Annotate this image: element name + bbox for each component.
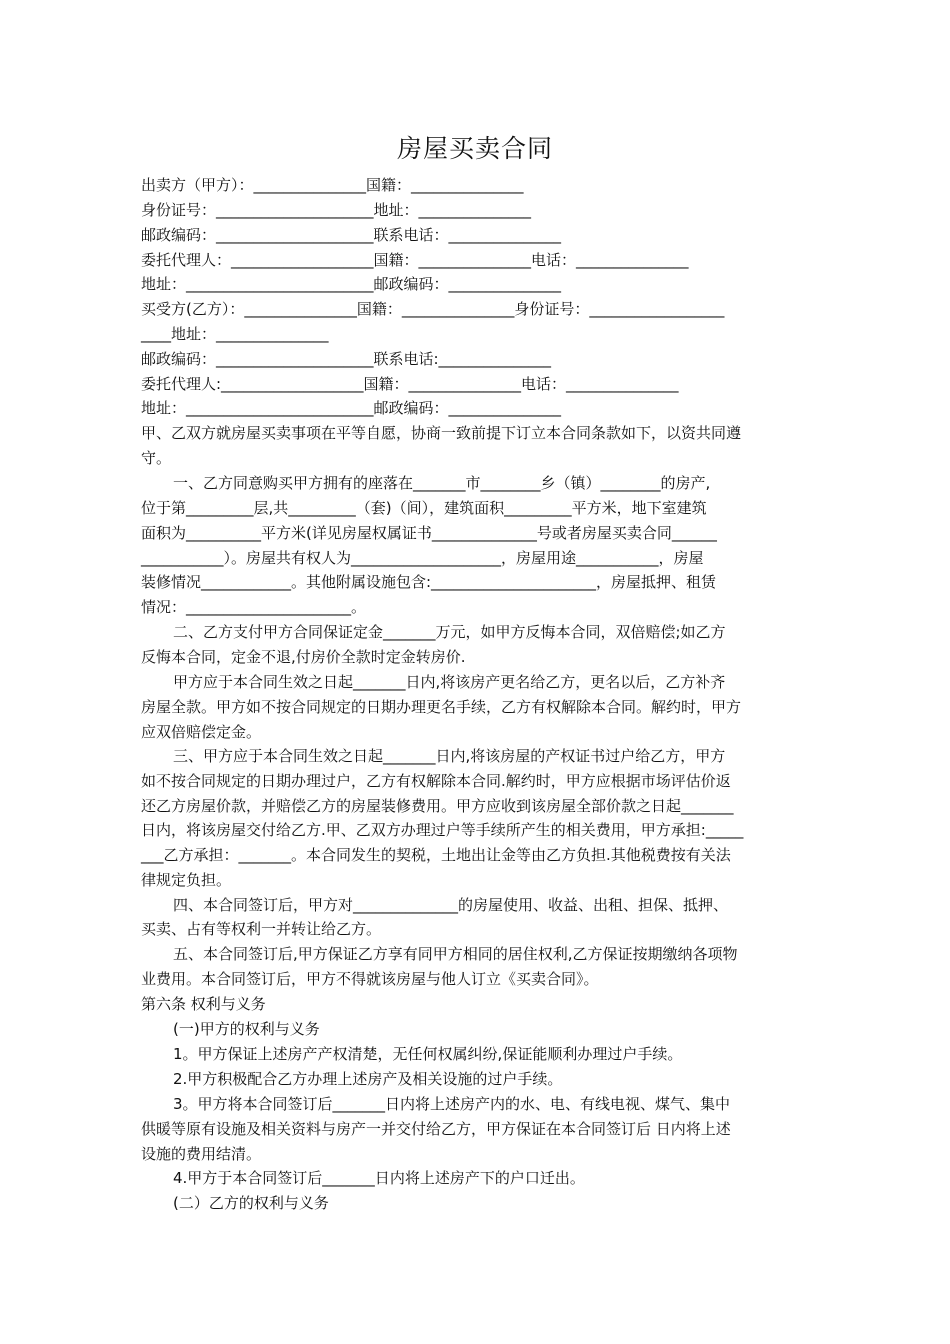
contract-line: 反悔本合同，定金不退,付房价全款时定金转房价. [141,648,466,666]
contract-line: 装修情况____________。其他附属设施包含:______________________，房屋抵押、租赁 [141,573,717,591]
contract-line: 2.甲方积极配合乙方办理上述房产及相关设施的过户手续。 [173,1070,563,1088]
contract-line: (一)甲方的权利与义务 [173,1020,320,1038]
contract-line: 地址：_________________________邮政编码：_______________ [141,275,562,293]
contract-line: 四、本合同签订后，甲方对______________的房屋使用、收益、出租、担保、抵押、 [173,896,729,914]
contract-line: 位于第_________层,共_________（套)（间），建筑面积_________平方米，地下室建筑 [141,499,707,517]
contract-line: 二、乙方支付甲方合同保证定金_______万元，如甲方反悔本合同，双倍赔偿;如乙方 [173,623,726,641]
contract-line: 应双倍赔偿定金。 [141,723,262,741]
contract-line: 委托代理人：___________________国籍：_______________电话：_______________ [141,251,689,269]
contract-line: 甲方应于本合同生效之日起_______日内,将该房产更名给乙方，更名以后，乙方补齐 [173,673,726,691]
contract-line: (二）乙方的权利与义务 [173,1194,329,1212]
document-title: 房屋买卖合同 [396,134,553,163]
contract-line: 身份证号：_____________________地址：_______________ [141,201,532,219]
contract-line: 律规定负担。 [141,871,232,889]
contract-line: 1。甲方保证上述房产产权清楚，无任何权属纠纷,保证能顺利办理过户手续。 [173,1045,683,1063]
contract-line: 3。甲方将本合同签订后_______日内将上述房产内的水、电、有线电视、煤气、集中 [173,1095,731,1113]
contract-line: 邮政编码：_____________________联系电话：_______________ [141,226,562,244]
contract-line: 甲、乙双方就房屋买卖事项在平等自愿，协商一致前提下订立本合同条款如下，以资共同遵 [141,424,742,442]
contract-line: 房屋全款。甲方如不按合同规定的日期办理更名手续，乙方有权解除本合同。解约时，甲方 [141,698,742,716]
contract-line: ____地址：_______________ [141,325,329,343]
contract-line: 业费用。本合同签订后，甲方不得就该房屋与他人订立《买卖合同》。 [141,970,599,988]
contract-line: 4.甲方于本合同签订后_______日内将上述房产下的户口迁出。 [173,1169,585,1187]
contract-line: 面积为__________平方米(详见房屋权属证书______________号或者房屋买卖合同______ [141,524,717,542]
contract-line: 供暖等原有设施及相关资料与房产一并交付给乙方，甲方保证在本合同签订后 日内将上述 [141,1120,731,1138]
contract-line: 买卖、占有等权利一并转让给乙方。 [141,920,382,938]
contract-line: 情况：______________________。 [141,598,367,616]
contract-line: 日内，将该房屋交付给乙方.甲、乙双方办理过户等手续所产生的相关费用，甲方承担:_____ [141,821,744,839]
contract-line: 设施的费用结清。 [141,1145,262,1163]
contract-line: ___________）。房屋共有权人为____________________，房屋用途___________，房屋 [141,549,704,567]
contract-line: 一、乙方同意购买甲方拥有的座落在_______市________乡（镇）________的房产, [173,474,711,492]
contract-line: 如不按合同规定的日期办理过户，乙方有权解除本合同.解约时，甲方应根据市场评估价返 [141,772,731,790]
contract-line: 邮政编码：_____________________联系电话:_______________ [141,350,552,368]
contract-line: 第六条 权利与义务 [141,995,266,1013]
contract-line: 委托代理人:___________________国籍：_______________电话：_______________ [141,375,679,393]
contract-line: 五、本合同签订后,甲方保证乙方享有同甲方相同的居住权利,乙方保证按期缴纳各项物 [173,945,738,963]
contract-line: ___乙方承担：_______。本合同发生的契税，土地出让金等由乙方负担.其他税费按有关法 [141,846,731,864]
contract-line: 出卖方（甲方）：_______________国籍：_______________ [141,176,524,194]
contract-line: 三、甲方应于本合同生效之日起_______日内,将该房屋的产权证书过户给乙方，甲方 [173,747,726,765]
contract-line: 还乙方房屋价款，并赔偿乙方的房屋装修费用。甲方应收到该房屋全部价款之日起_______ [141,797,734,815]
contract-line: 买受方(乙方）：_______________国籍：_______________身份证号：__________________ [141,300,725,318]
contract-line: 守。 [141,449,172,467]
contract-line: 地址：_________________________邮政编码：_______________ [141,399,562,417]
